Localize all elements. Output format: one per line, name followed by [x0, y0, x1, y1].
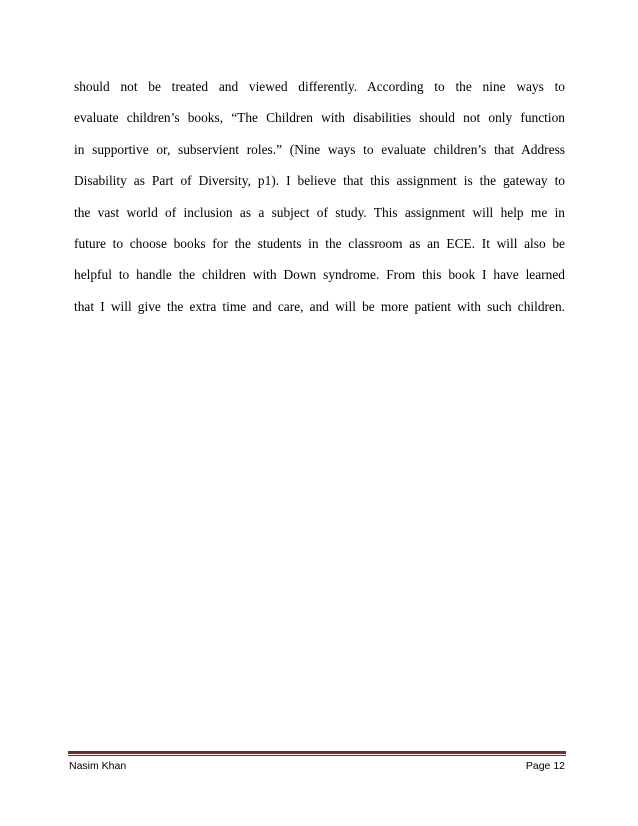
paragraph-line: future to choose books for the students in the classroom as an ECE. It will also be — [74, 235, 565, 251]
paragraph-line: that I will give the extra time and care, and will be more patient with such children. — [74, 298, 565, 314]
body-paragraph — [74, 71, 565, 322]
footer-page-number: Page 12 — [525, 760, 565, 772]
paragraph-line: Disability as Part of Diversity, p1). I believe that this assignment is the gateway to — [74, 173, 565, 189]
paragraph-line: should not be treated and viewed differently. According to the nine ways to — [74, 79, 565, 94]
paragraph-line: the vast world of inclusion as a subject of study. This assignment will help me in — [74, 204, 565, 220]
paragraph-line: helpful to handle the children with Down syndrome. From this book I have learned — [74, 267, 565, 283]
page-footer — [69, 760, 565, 776]
footer-author: Nasim Khan — [69, 760, 127, 772]
footer-rule-thin — [68, 755, 566, 756]
paragraph-line: in supportive or, subservient roles.” (Nine ways to evaluate children’s that Address — [74, 141, 565, 157]
footer-rule — [68, 751, 566, 754]
paragraph-line: evaluate children’s books, “The Children with disabilities should not only function — [74, 110, 565, 126]
